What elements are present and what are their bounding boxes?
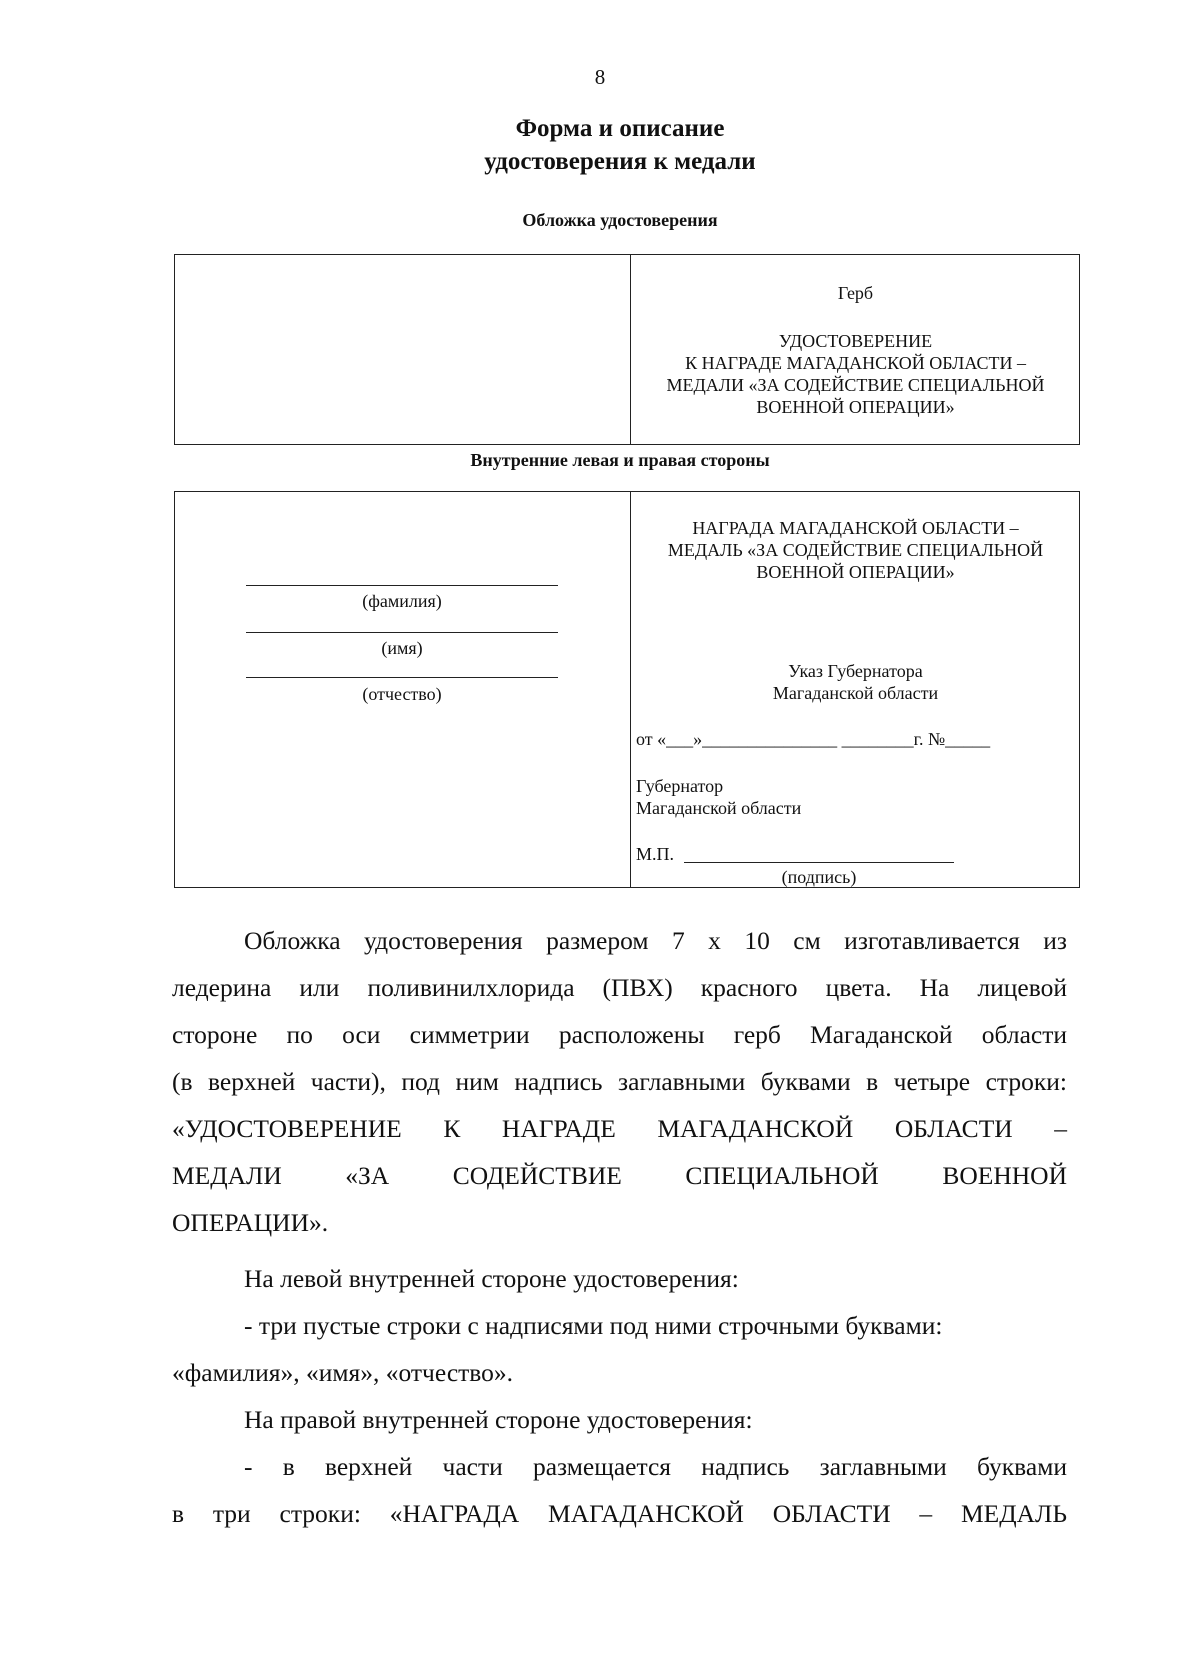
title-line-1: Форма и описание <box>515 115 725 142</box>
p5-line-1: - в верхней части размещается надпись заглавными буквами <box>244 1452 1067 1481</box>
title-line-2: удостоверения к медали <box>484 148 756 175</box>
cover-line-2: К НАГРАДЕ МАГАДАНСКОЙ ОБЛАСТИ – <box>685 353 1026 373</box>
p1-line-1: Обложка удостоверения размером 7 х 10 см изготавливается из <box>244 926 1067 955</box>
governor-block <box>636 775 801 819</box>
document-title <box>0 112 1200 178</box>
paragraph-left-side-items <box>172 1302 1067 1396</box>
p5-line-2: в три строки: «НАГРАДА МАГАДАНСКОЙ ОБЛАСТИ – МЕДАЛЬ <box>172 1499 1067 1528</box>
award-line-1: НАГРАДА МАГАДАНСКОЙ ОБЛАСТИ – <box>692 518 1019 538</box>
governor-line-1: Губернатор <box>636 776 724 796</box>
name-line <box>246 632 558 633</box>
p1-line-3: стороне по оси симметрии расположены герб Магаданской области <box>172 1020 1067 1049</box>
cover-line-4: ВОЕННОЙ ОПЕРАЦИИ» <box>756 397 955 417</box>
award-title-block <box>631 517 1080 583</box>
p2-line: На левой внутренней стороне удостоверения: <box>244 1264 739 1293</box>
stamp-label: М.П. <box>636 844 675 864</box>
paragraph-right-side <box>172 1396 1067 1443</box>
decree-line-1: Указ Губернатора <box>788 661 923 681</box>
emblem-label: Герб <box>837 283 874 303</box>
award-line-3: ВОЕННОЙ ОПЕРАЦИИ» <box>756 562 955 582</box>
signature-label: (подпись) <box>781 867 857 887</box>
page-number: 8 <box>594 65 606 89</box>
decree-line-2: Магаданской области <box>772 683 939 703</box>
inner-heading: Внутренние левая и правая стороны <box>470 450 770 470</box>
cover-line-1: УДОСТОВЕРЕНИЕ <box>778 331 933 351</box>
paragraph-cover-description <box>172 917 1067 1246</box>
p1-line-5: «УДОСТОВЕРЕНИЕ К НАГРАДЕ МАГАДАНСКОЙ ОБЛАСТИ – <box>172 1114 1067 1143</box>
p4-line: На правой внутренней стороне удостоверения: <box>244 1405 753 1434</box>
name-label: (имя) <box>381 638 423 658</box>
decree-block <box>631 660 1080 704</box>
paragraph-right-side-items <box>172 1443 1067 1537</box>
patronymic-label: (отчество) <box>362 684 442 704</box>
p1-line-7: ОПЕРАЦИИ». <box>172 1208 329 1237</box>
date-number-line: от «___»_______________ ________г. №_____ <box>636 729 991 749</box>
p1-line-2: ледерина или поливинилхлорида (ПВХ) красного цвета. На лицевой <box>172 973 1067 1002</box>
p1-line-4: (в верхней части), под ним надпись заглавными буквами в четыре строки: <box>172 1067 1067 1096</box>
p3-line-1: - три пустые строки с надписями под ними строчными буквами: <box>244 1311 943 1340</box>
p1-line-6: МЕДАЛИ «ЗА СОДЕЙСТВИЕ СПЕЦИАЛЬНОЙ ВОЕННОЙ <box>172 1161 1067 1190</box>
surname-line <box>246 585 558 586</box>
p3-line-2: «фамилия», «имя», «отчество». <box>172 1358 514 1387</box>
governor-line-2: Магаданской области <box>636 798 802 818</box>
surname-label: (фамилия) <box>362 591 442 611</box>
patronymic-line <box>246 677 558 678</box>
paragraph-left-side <box>172 1255 1067 1302</box>
cover-line-3: МЕДАЛИ «ЗА СОДЕЙСТВИЕ СПЕЦИАЛЬНОЙ <box>666 375 1045 395</box>
signature-line <box>684 862 954 863</box>
cover-title-block <box>631 330 1080 418</box>
cover-heading: Обложка удостоверения <box>522 210 718 230</box>
award-line-2: МЕДАЛЬ «ЗА СОДЕЙСТВИЕ СПЕЦИАЛЬНОЙ <box>667 540 1044 560</box>
